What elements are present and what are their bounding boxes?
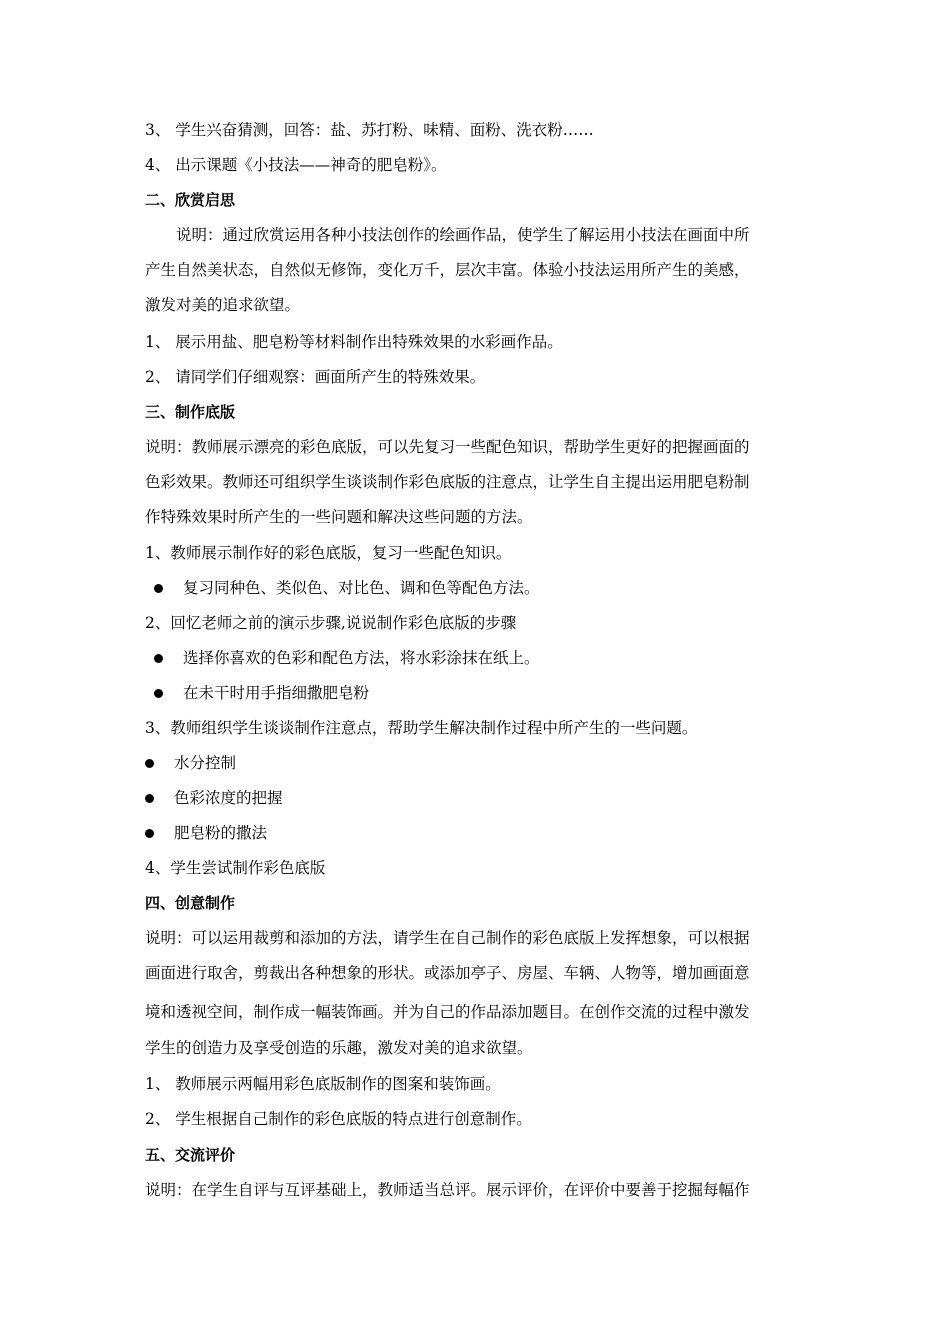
bullet-text: 肥皂粉的撒法 <box>174 824 268 842</box>
bullet-item <box>145 823 267 843</box>
section-5-desc-line: 说明：在学生自评与互评基础上，教师适当总评。展示评价，在评价中要善于挖掘每幅作 <box>145 1181 750 1199</box>
section-4-desc-line: 说明：可以运用裁剪和添加的方法，请学生在自己制作的彩色底版上发挥想象，可以根据 <box>145 929 750 947</box>
section-4-desc-line: 学生的创造力及享受创造的乐趣，激发对美的追求欲望。 <box>145 1039 533 1057</box>
section-2-item: 1、 展示用盐、肥皂粉等材料制作出特殊效果的水彩画作品。 <box>145 333 563 351</box>
section-3-item-1: 1、教师展示制作好的彩色底版，复习一些配色知识。 <box>145 544 512 562</box>
bullet-item <box>145 753 236 773</box>
section-4-desc-line: 境和透视空间，制作成一幅装饰画。并为自己的作品添加题目。在创作交流的过程中激发 <box>145 1003 750 1021</box>
bullet-icon <box>145 759 154 768</box>
section-4-item: 1、 教师展示两幅用彩色底版制作的图案和装饰画。 <box>145 1075 501 1093</box>
bullet-icon <box>154 689 163 698</box>
section-2-desc-line: 激发对美的追求欲望。 <box>145 296 301 314</box>
section-3-item-2: 2、回忆老师之前的演示步骤,说说制作彩色底版的步骤 <box>145 614 517 632</box>
bullet-icon <box>154 654 163 663</box>
bullet-item <box>154 648 540 668</box>
bullet-text: 在未干时用手指细撒肥皂粉 <box>183 684 370 702</box>
bullet-icon <box>145 794 154 803</box>
bullet-text: 水分控制 <box>174 754 237 772</box>
section-3-desc-line: 色彩效果。教师还可组织学生谈谈制作彩色底版的注意点，让学生自主提出运用肥皂粉制 <box>145 473 750 491</box>
section-3-desc-line: 作特殊效果时所产生的一些问题和解决这些问题的方法。 <box>145 508 533 526</box>
intro-item-3: 3、 学生兴奋猜测，回答：盐、苏打粉、味精、面粉、洗衣粉…… <box>145 121 594 139</box>
intro-item-4: 4、 出示课题《小技法——神奇的肥皂粉》。 <box>145 156 447 174</box>
bullet-icon <box>154 584 163 593</box>
bullet-item <box>154 683 369 703</box>
bullet-text: 选择你喜欢的色彩和配色方法，将水彩涂抹在纸上。 <box>183 649 540 667</box>
bullet-item <box>145 788 283 808</box>
bullet-item <box>154 578 540 598</box>
section-3-heading: 三、制作底版 <box>145 403 236 421</box>
section-2-desc-line: 产生自然美状态，自然似无修饰，变化万千，层次丰富。体验小技法运用所产生的美感， <box>145 261 750 279</box>
section-4-desc-line: 画面进行取舍，剪裁出各种想象的形状。或添加亭子、房屋、车辆、人物等，增加画面意 <box>145 964 750 982</box>
bullet-text: 复习同种色、类似色、对比色、调和色等配色方法。 <box>183 579 540 597</box>
bullet-text: 色彩浓度的把握 <box>174 789 283 807</box>
section-3-item-3: 3、教师组织学生谈谈制作注意点，帮助学生解决制作过程中所产生的一些问题。 <box>145 719 698 737</box>
bullet-icon <box>145 829 154 838</box>
section-4-item: 2、 学生根据自己制作的彩色底版的特点进行创意制作。 <box>145 1110 532 1128</box>
section-3-item-4: 4、学生尝试制作彩色底版 <box>145 859 326 877</box>
section-2-heading: 二、欣赏启思 <box>145 191 236 209</box>
section-2-desc-line: 说明：通过欣赏运用各种小技法创作的绘画作品，使学生了解运用小技法在画面中所 <box>176 226 750 244</box>
section-3-desc-line: 说明：教师展示漂亮的彩色底版，可以先复习一些配色知识，帮助学生更好的把握画面的 <box>145 438 750 456</box>
section-5-heading: 五、交流评价 <box>145 1146 236 1164</box>
section-4-heading: 四、创意制作 <box>145 894 236 912</box>
section-2-item: 2、 请同学们仔细观察：画面所产生的特殊效果。 <box>145 368 486 386</box>
